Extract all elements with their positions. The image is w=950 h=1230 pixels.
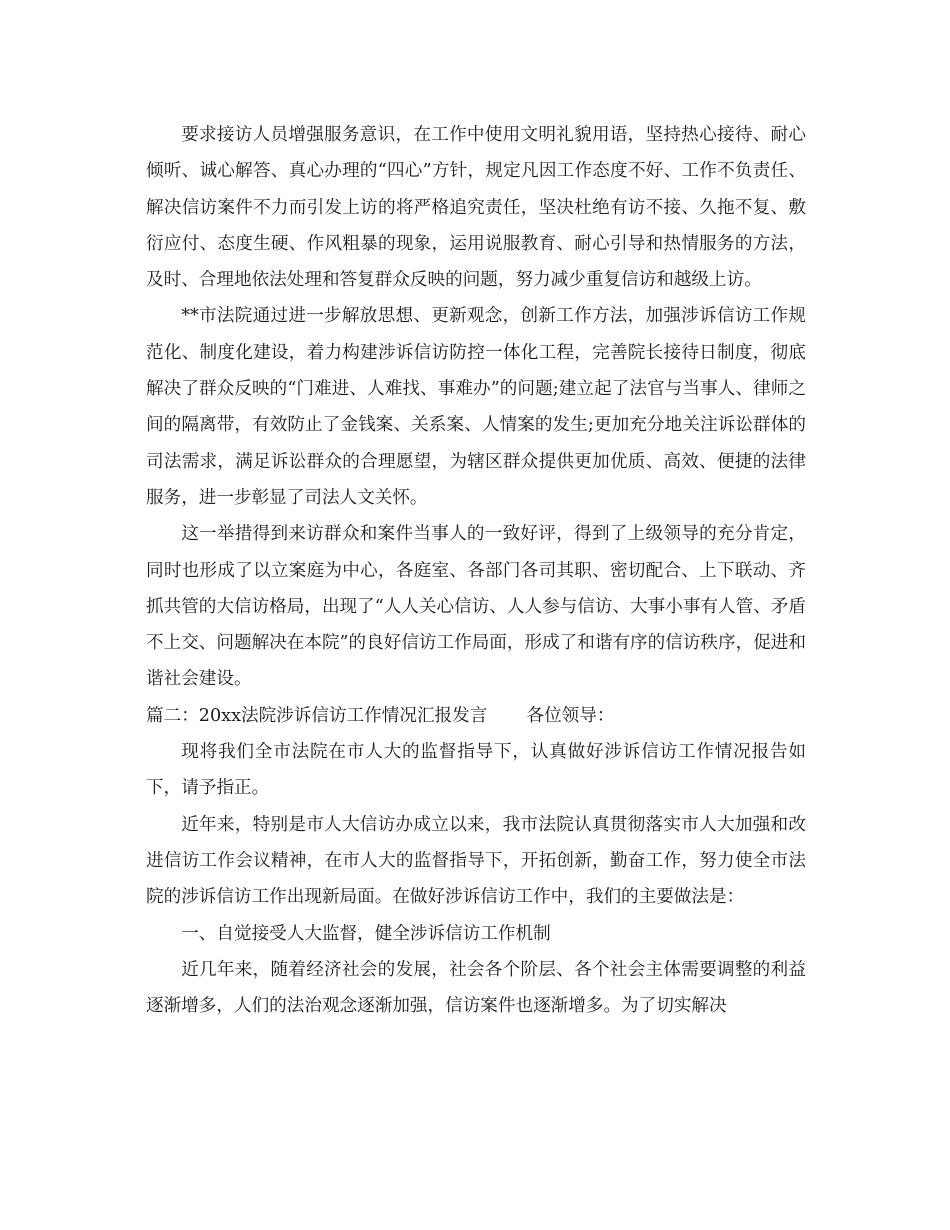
paragraph-reception-requirements: 要求接访人员增强服务意识，在工作中使用文明礼貌用语，坚持热心接待、耐心倾听、诚心解答、真心办理的“四心”方针，规定凡因工作态度不好、工作不负责任、解决信访案件不力而引发上访的将严格追究责任，坚决杜绝有访不接、久拖不复、敷衍应付、态度生硬、作风粗暴的现象，运用说服教育、耐心引导和热情服务的方法，及时、合理地依法处理和答复群众反映的问题，努力减少重复信访和越级上访。 (146, 125, 806, 291)
paragraph-recent-years: 近年来，特别是市人大信访办成立以来，我市法院认真贯彻落实市人大加强和改进信访工作会议精神，在市人大的监督指导下，开拓创新，勤奋工作，努力使全市法院的涉诉信访工作出现新局面。在做好涉诉信访工作中，我们的主要做法是： (146, 814, 806, 908)
paragraph-report-intro: 现将我们全市法院在市人大的监督指导下，认真做好涉诉信访工作情况报告如下，请予指正。 (146, 742, 806, 799)
document-body (146, 117, 806, 1024)
heading-section-one: 一、自觉接受人大监督，健全涉诉信访工作机制 (181, 923, 551, 944)
section-title-part-two: 篇二：20xx法院涉诉信访工作情况汇报发言 各位领导： (146, 705, 615, 726)
paragraph-court-reform: **市法院通过进一步解放思想、更新观念，创新工作方法，加强涉诉信访工作规范化、制度化建设，着力构建涉诉信访防控一体化工程，完善院长接待日制度，彻底解决了群众反映的“门难进、人难找、事难办”的问题;建立起了法官与当事人、律师之间的隔离带，有效防止了金钱案、关系案、人情案的发生;更加充分地关注诉讼群体的司法需求，满足诉讼群众的合理愿望，为辖区群众提供更加优质、高效、便捷的法律服务，进一步彰显了司法人文关怀。 (146, 306, 806, 508)
paragraph-praise: 这一举措得到来访群众和案件当事人的一致好评，得到了上级领导的充分肯定，同时也形成了以立案庭为中心，各庭室、各部门各司其职、密切配合、上下联动、齐抓共管的大信访格局，出现了“人人关心信访、人人参与信访、大事小事有人管、矛盾不上交、问题解决在本院”的良好信访工作局面，形成了和谐有序的信访秩序，促进和谐社会建设。 (146, 524, 806, 690)
paragraph-social-development: 近几年来，随着经济社会的发展，社会各个阶层、各个社会主体需要调整的利益逐渐增多，人们的法治观念逐渐加强，信访案件也逐渐增多。为了切实解决 (146, 959, 806, 1017)
